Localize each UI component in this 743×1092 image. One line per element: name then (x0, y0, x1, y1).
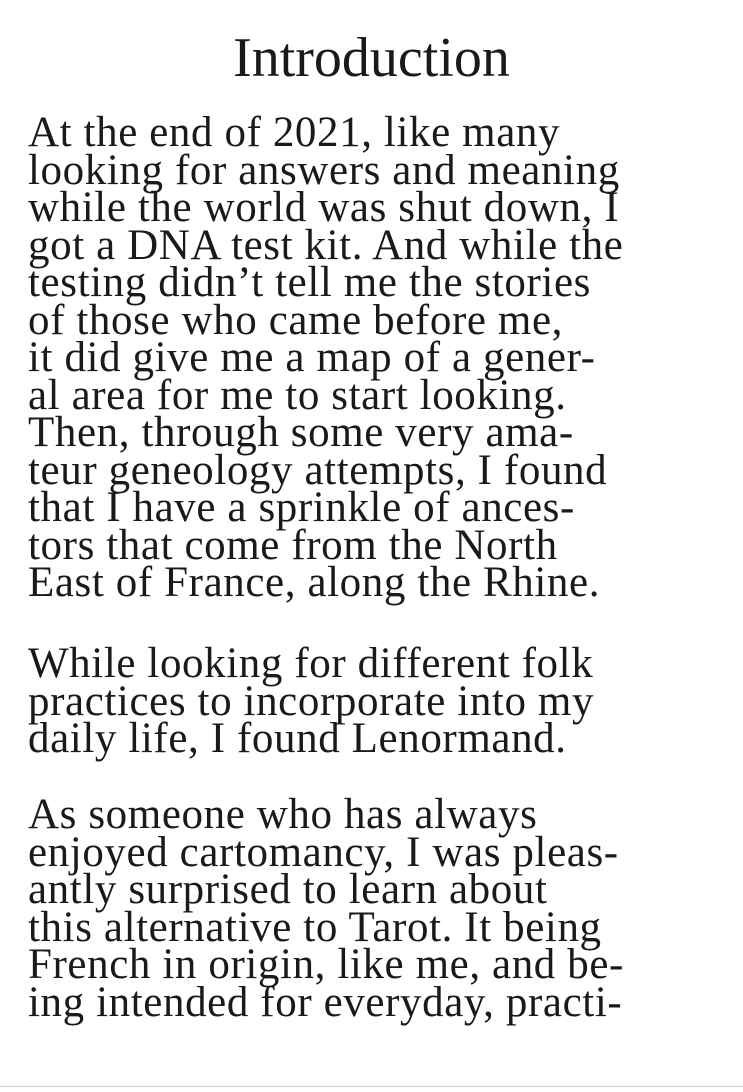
page-title: Introduction (233, 27, 510, 89)
paragraph-1 (28, 109, 738, 606)
text-line: French in origin, like me, and be- (28, 941, 624, 988)
paragraph-3 (28, 791, 738, 1026)
text-line: this alternative to Tarot. It being (28, 903, 602, 951)
text-line: teur geneology attempts, I found (28, 446, 608, 494)
text-line: testing didn’t tell me the stories (28, 259, 592, 306)
text-line: antly surprised to learn about (28, 866, 548, 913)
text-line: that I have a sprinkle of ances- (28, 484, 575, 531)
text-line: of those who came before me, (28, 296, 563, 344)
text-line: East of France, along the Rhine. (28, 559, 601, 606)
text-line: ing intended for everyday, practi- (28, 978, 623, 1026)
paragraph-2 (28, 640, 738, 762)
text-line: tors that come from the North (28, 521, 558, 569)
text-line: enjoyed cartomancy, I was pleas- (28, 828, 619, 876)
text-line: looking for answers and meaning (28, 146, 620, 194)
text-line: got a DNA test kit. And while the (28, 221, 624, 269)
text-line: Then, through some very ama- (28, 409, 574, 456)
text-line: While looking for different folk (28, 640, 594, 687)
text-line: while the world was shut down, I (28, 184, 620, 231)
bottom-divider (0, 1086, 743, 1087)
text-line: practices to incorporate into my (28, 677, 595, 725)
text-line: al area for me to start looking. (28, 371, 567, 419)
text-line: As someone who has always (28, 791, 538, 838)
text-line: it did give me a map of a gener- (28, 334, 596, 381)
text-line: At the end of 2021, like many (28, 109, 561, 156)
text-line: daily life, I found Lenormand. (28, 715, 567, 762)
